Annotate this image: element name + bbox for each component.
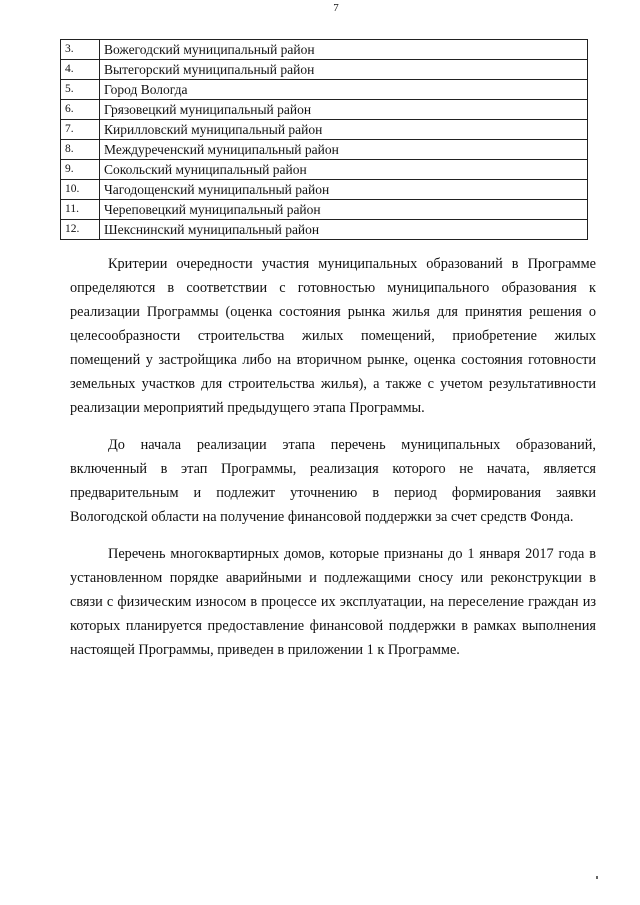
page-number: 7 [333, 2, 339, 14]
district-name: Чагодощенский муниципальный район [100, 180, 588, 200]
row-number: 4. [61, 60, 100, 80]
table-row [61, 200, 588, 220]
district-name: Вытегорский муниципальный район [100, 60, 588, 80]
table-row [61, 80, 588, 100]
district-name: Грязовецкий муниципальный район [100, 100, 588, 120]
body-text [70, 252, 596, 662]
district-name: Город Вологда [100, 80, 588, 100]
district-name: Кирилловский муниципальный район [100, 120, 588, 140]
district-name: Сокольский муниципальный район [100, 160, 588, 180]
scan-mark [596, 876, 598, 879]
table-row [61, 100, 588, 120]
row-number: 6. [61, 100, 100, 120]
row-number: 9. [61, 160, 100, 180]
table-row [61, 220, 588, 240]
table-row [61, 120, 588, 140]
row-number: 7. [61, 120, 100, 140]
paragraph-preliminary-list: До начала реализации этапа перечень муниципальных образований, включенный в этап Программы, реализация которого не начата, является предварительным и подлежит уточнению в период формирования заявки Вологодской области на получение финансовой поддержки за счет средств Фонда. [70, 437, 596, 525]
row-number: 8. [61, 140, 100, 160]
paragraph-buildings-list: Перечень многоквартирных домов, которые признаны до 1 января 2017 года в установленном порядке аварийными и подлежащими сносу или реконструкции в связи с физическим износом в процессе их эксплуатации, на переселение граждан из которых планируется предоставление финансовой поддержки в рамках выполнения настоящей Программы, приведен в приложении 1 к Программе. [70, 546, 596, 658]
district-name: Междуреченский муниципальный район [100, 140, 588, 160]
table-row [61, 60, 588, 80]
row-number: 11. [61, 200, 100, 220]
districts-table [60, 39, 588, 240]
table-row [61, 160, 588, 180]
district-name: Череповецкий муниципальный район [100, 200, 588, 220]
row-number: 12. [61, 220, 100, 240]
table-row [61, 140, 588, 160]
district-name: Вожегодский муниципальный район [100, 40, 588, 60]
row-number: 10. [61, 180, 100, 200]
row-number: 3. [61, 40, 100, 60]
district-name: Шекснинский муниципальный район [100, 220, 588, 240]
table-row [61, 40, 588, 60]
table-row [61, 180, 588, 200]
paragraph-priority-criteria: Критерии очередности участия муниципальных образований в Программе определяются в соответствии с готовностью муниципального образования к реализации Программы (оценка состояния рынка жилья для принятия решения о целесообразности строительства жилых помещений, приобретение жилых помещений у застройщика либо на вторичном рынке, оценка состояния готовности земельных участков для строительства жилья), а также с учетом результативности реализации мероприятий предыдущего этапа Программы. [70, 256, 596, 416]
row-number: 5. [61, 80, 100, 100]
